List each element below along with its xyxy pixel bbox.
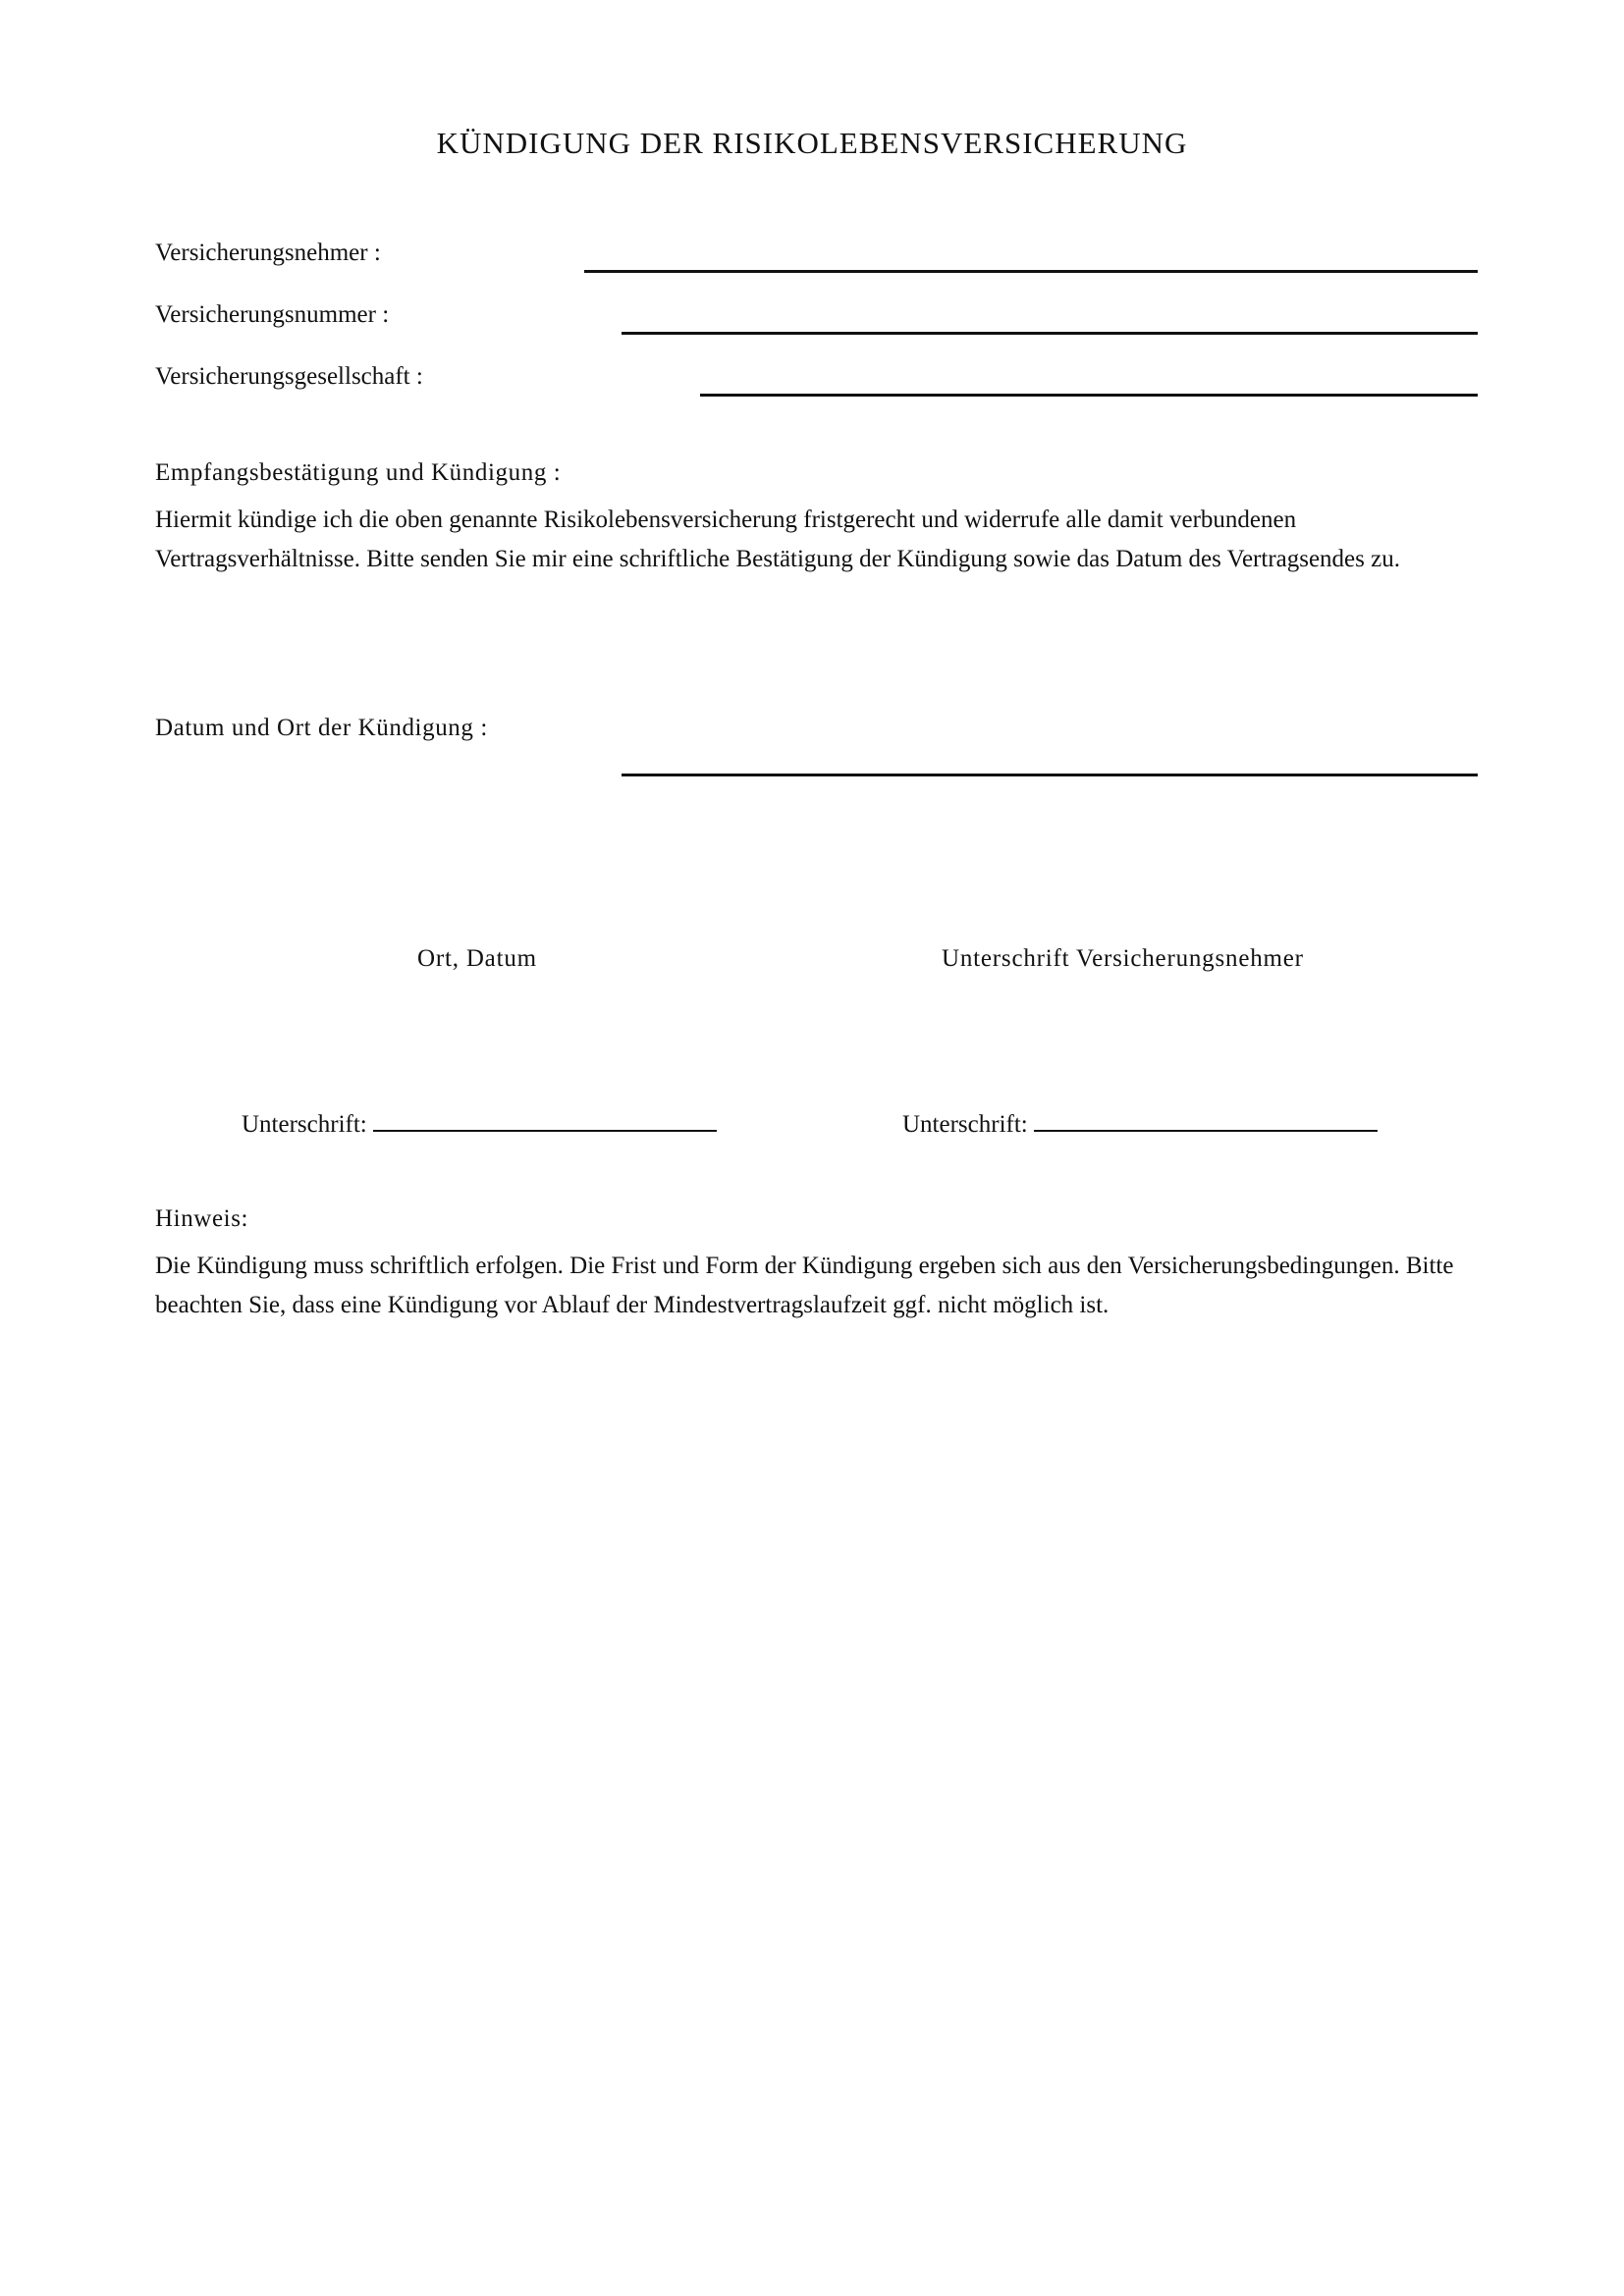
- signature-right-line[interactable]: [1034, 1108, 1378, 1132]
- document-title: KÜNDIGUNG DER RISIKOLEBENSVERSICHERUNG: [436, 126, 1188, 160]
- signature-left-line[interactable]: [373, 1108, 717, 1132]
- signature-policyholder-caption: Unterschrift Versicherungsnehmer: [942, 945, 1304, 972]
- note-heading: Hinweis:: [155, 1205, 249, 1232]
- policyholder-line[interactable]: [584, 270, 1478, 273]
- signature-left-label: Unterschrift:: [242, 1111, 367, 1138]
- place-date-caption: Ort, Datum: [417, 945, 537, 972]
- policy-number-line[interactable]: [622, 332, 1478, 335]
- policy-number-label: Versicherungsnummer :: [155, 301, 390, 328]
- insurer-line[interactable]: [700, 394, 1478, 397]
- date-place-line[interactable]: [622, 774, 1478, 776]
- policyholder-label: Versicherungsnehmer :: [155, 240, 381, 266]
- confirmation-text: Hiermit kündige ich die oben genannte Risikolebensversicherung fristgerecht und widerrufe alle damit verbundenen Vertragsverhältnisse. Bitte senden Sie mir eine schriftliche Bestätigung der Kündigung sowie das Datum des Vertragsendes zu.: [155, 507, 1400, 572]
- date-place-label: Datum und Ort der Kündigung :: [155, 715, 488, 741]
- insurer-label: Versicherungsgesellschaft :: [155, 363, 423, 390]
- note-text: Die Kündigung muss schriftlich erfolgen. Die Frist und Form der Kündigung ergeben sich aus den Versicherungsbedingungen. Bitte beachten Sie, dass eine Kündigung vor Ablauf der Mindestvertragslaufzeit ggf. nicht möglich ist.: [155, 1253, 1454, 1318]
- confirmation-heading: Empfangsbestätigung und Kündigung :: [155, 459, 562, 486]
- signature-left: [242, 1108, 717, 1139]
- signature-right: [902, 1108, 1378, 1139]
- signature-right-label: Unterschrift:: [902, 1111, 1028, 1138]
